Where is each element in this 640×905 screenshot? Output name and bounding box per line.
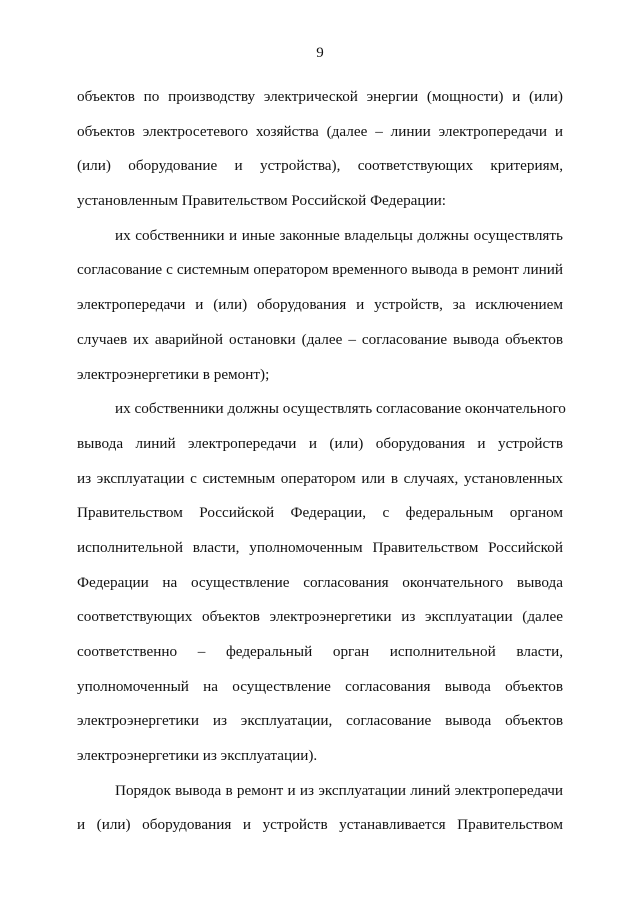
- text-line: Порядок вывода в ремонт и из эксплуатации линий электропередачи: [115, 781, 563, 799]
- text-line: электроэнергетики из эксплуатации).: [77, 747, 318, 765]
- text-line: электроэнергетики из эксплуатации, согласование вывода объектов: [77, 712, 563, 730]
- text-line: согласование с системным оператором временного вывода в ремонт линий: [77, 261, 563, 279]
- text-line: случаев их аварийной остановки (далее – согласование вывода объектов: [77, 330, 563, 348]
- text-line: соответственно – федеральный орган исполнительной власти,: [77, 643, 563, 660]
- text-line: их собственники и иные законные владельцы должны осуществлять: [115, 226, 563, 244]
- text-line: (или) оборудование и устройства), соответствующих критериям,: [77, 157, 563, 175]
- text-line: объектов по производству электрической энергии (мощности) и (или): [77, 88, 563, 105]
- text-line: вывода линий электропередачи и (или) оборудования и устройств: [77, 434, 563, 452]
- text-line: их собственники должны осуществлять согласование окончательного: [115, 400, 566, 418]
- text-line: объектов электросетевого хозяйства (далее – линии электропередачи и: [77, 122, 563, 140]
- paragraph: [77, 392, 566, 774]
- paragraph: [77, 219, 563, 392]
- paragraph: [77, 774, 563, 843]
- text-line: уполномоченный на осуществление согласования вывода объектов: [77, 677, 563, 695]
- document-body: [77, 80, 566, 843]
- text-line: электроэнергетики в ремонт);: [77, 365, 270, 383]
- page-number: 9: [316, 45, 324, 61]
- text-line: электропередачи и (или) оборудования и устройств, за исключением: [77, 296, 563, 314]
- text-line: Федерации на осуществление согласования окончательного вывода: [77, 573, 563, 591]
- text-line: из эксплуатации с системным оператором или в случаях, установленных: [77, 469, 563, 487]
- text-line: установленным Правительством Российской Федерации:: [77, 192, 447, 210]
- text-line: и (или) оборудования и устройств устанавливается Правительством: [77, 816, 563, 834]
- text-line: исполнительной власти, уполномоченным Правительством Российской: [77, 538, 563, 556]
- text-line: соответствующих объектов электроэнергетики из эксплуатации (далее: [77, 608, 563, 626]
- paragraph: [77, 80, 563, 219]
- text-line: Правительством Российской Федерации, с федеральным органом: [77, 504, 563, 522]
